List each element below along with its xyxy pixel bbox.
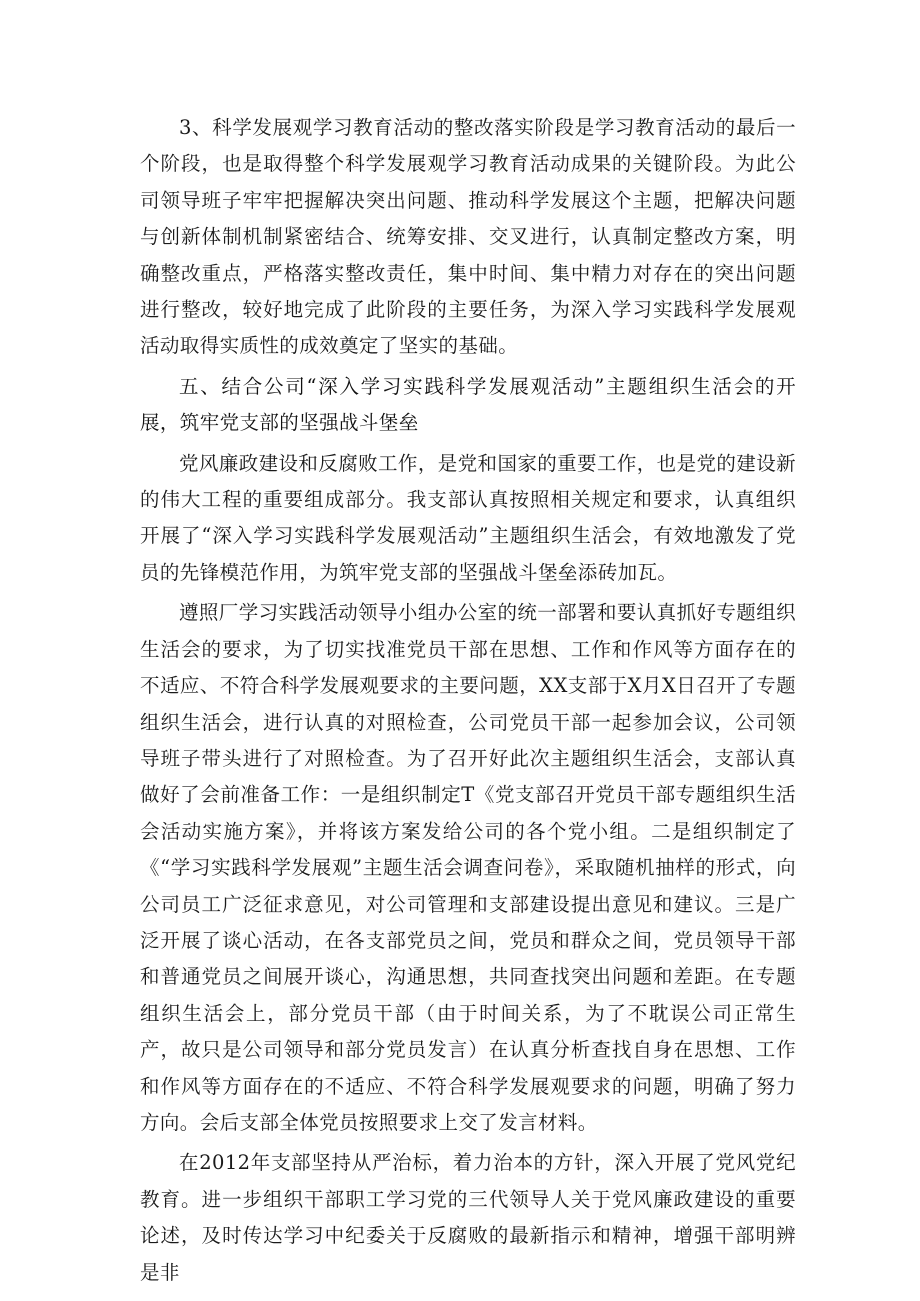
section-heading-five: 五、结合公司“深入学习实践科学发展观活动”主题组织生活会的开展，筑牢党支部的坚强战斗堡垒: [140, 374, 796, 435]
paragraph-rectification-stage: 3、科学发展观学习教育活动的整改落实阶段是学习教育活动的最后一个阶段，也是取得整个科学发展观学习教育活动成果的关键阶段。为此公司领导班子牢牢把握解决突出问题、推动科学发展这个主题，把解决问题与创新体制机制紧密结合、统筹安排、交叉进行，认真制定整改方案，明确整改重点，严格落实整改责任，集中时间、集中精力对存在的突出问题进行整改，较好地完成了此阶段的主要任务，为深入学习实践科学发展观活动取得实质性的成效奠定了坚实的基础。: [140, 116, 796, 358]
document-body: [140, 110, 796, 1295]
paragraph-2012-education: 在2012年支部坚持从严治标，着力治本的方针，深入开展了党风党纪教育。进一步组织干部职工学习党的三代领导人关于党风廉政建设的重要论述，及时传达学习中纪委关于反腐败的最新指示和精神，增强干部明辨是非: [140, 1151, 796, 1284]
paragraph-party-conduct: 党风廉政建设和反腐败工作，是党和国家的重要工作，也是党的建设新的伟大工程的重要组成部分。我支部认真按照相关规定和要求，认真组织开展了“深入学习实践科学发展观活动”主题组织生活会，有效地激发了党员的先锋模范作用，为筑牢党支部的坚强战斗堡垒添砖加瓦。: [140, 451, 796, 584]
paragraph-organization-meeting: 遵照厂学习实践活动领导小组办公室的统一部署和要认真抓好专题组织生活会的要求，为了切实找准党员干部在思想、工作和作风等方面存在的不适应、不符合科学发展观要求的主要问题，XX支部于X月X日召开了专题组织生活会，进行认真的对照检查，公司党员干部一起参加会议，公司领导班子带头进行了对照检查。为了召开好此次主题组织生活会，支部认真做好了会前准备工作：一是组织制定T《党支部召开党员干部专题组织生活会活动实施方案》，并将该方案发给公司的各个党小组。二是组织制定了《“学习实践科学发展观”主题生活会调查问卷》，采取随机抽样的形式，向公司员工广泛征求意见，对公司管理和支部建设提出意见和建议。三是广泛开展了谈心活动，在各支部党员之间，党员和群众之间，党员领导干部和普通党员之间展开谈心，沟通思想，共同查找突出问题和差距。在专题组织生活会上，部分党员干部（由于时间关系，为了不耽误公司正常生产，故只是公司领导和部分党员发言）在认真分析查找自身在思想、工作和作风等方面存在的不适应、不符合科学发展观要求的问题，明确了努力方向。会后支部全体党员按照要求上交了发言材料。: [140, 601, 796, 1134]
